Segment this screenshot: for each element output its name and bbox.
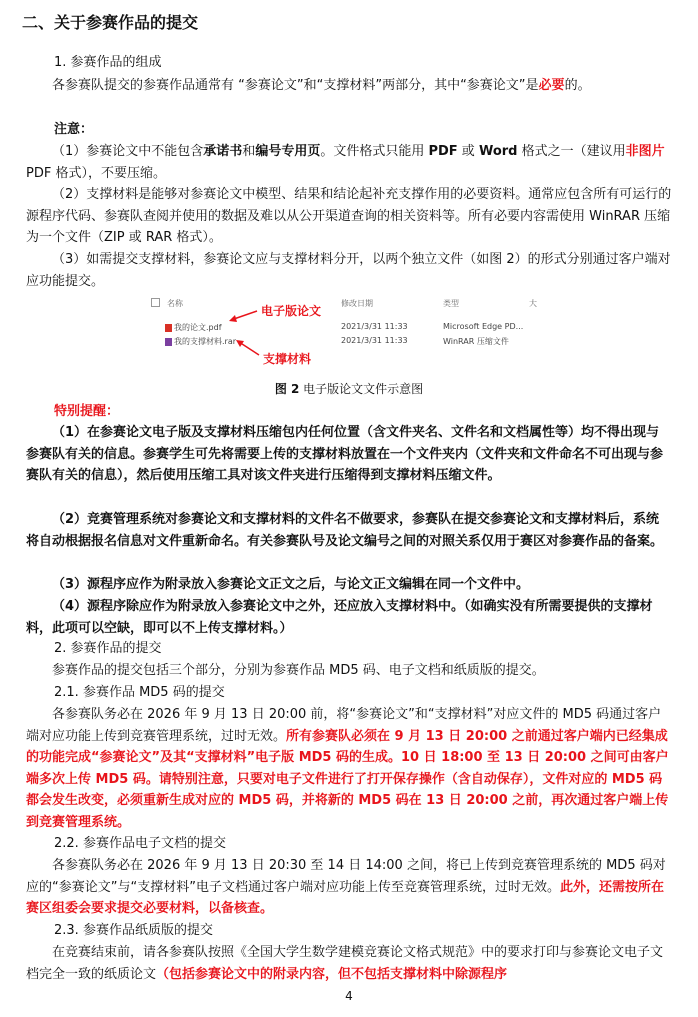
s23-heading: 2.3. 参赛作品纸质版的提交 xyxy=(54,923,213,938)
s1-intro-required: 必要 xyxy=(538,78,565,93)
s1-intro-paragraph xyxy=(26,75,672,97)
column-name: 名称 xyxy=(167,299,183,308)
figure-caption xyxy=(0,380,698,397)
s22-paragraph xyxy=(26,855,672,920)
page-number: 4 xyxy=(345,989,353,1003)
file-name: 我的支撑材料.rar xyxy=(174,337,237,346)
s22-warning: 此外，还需按所在赛区组委会要求提交必要材料，以备核查。 xyxy=(26,879,664,916)
callout-support: 支撑材料 xyxy=(263,352,312,366)
note-1-word: Word xyxy=(478,144,518,159)
reminder-3: （3）源程序应作为附录放入参赛论文正文之后，与论文正文编辑在同一个文件中。 xyxy=(52,577,530,592)
note-1-text-d: 。文件格式只能用 xyxy=(320,144,429,159)
s21-text: 各参赛队务必在 2026 年 9 月 13 日 20:00 前，将“参赛论文”和“支撑材料”对应文件的 MD5 码通过客户端对应功能上传到竞赛管理系统，过时无效。 xyxy=(26,707,662,744)
note-1-non-image: 非图片 xyxy=(625,144,665,159)
s21-warning: 所有参赛队必须在 9 月 13 日 20:00 之前通过客户端内已经集成的功能完成“参赛论文”及其“支撑材料”电子版 MD5 码的生成。10 日 18:00 至 13 日 20:00 之间可由客户端多次上传 MD5 码。请特别注意，只要对电子文件进行了打开保存操作（含自动保存），文件对应的 MD5 码都会发生改变，必须重新生成对应的 MD5 码，并将新的 MD5 码在 13 日 20:00 之前，再次通过客户端上传到竞赛管理系统。 xyxy=(26,728,669,830)
callout-paper: 电子版论文 xyxy=(261,304,322,318)
note-1-text-f: 格式之一（建议用 xyxy=(517,144,626,159)
note-label: 注意： xyxy=(54,122,94,137)
note-2: （2）支撑材料是能够对参赛论文中模型、结果和结论起补充支撑作用的必要资料。通常应包含所有可运行的源程序代码、参赛队查阅并使用的数据及难以从公开渠道查询的相关资料等。所有必要内容需使用 WinRAR 压缩为一个文件（ZIP 或 RAR 格式）。 xyxy=(26,187,672,245)
note-1-text-g: PDF 格式），不要压缩。 xyxy=(26,165,166,181)
s23-warning: （包括参赛论文中的附录内容，但不包括支撑材料中除源程序 xyxy=(156,966,508,982)
figure-caption-number: 图 2 xyxy=(274,382,300,396)
note-1-commitment: 承诺书 xyxy=(203,144,243,159)
file-explorer-figure xyxy=(147,294,547,366)
figure-caption-text: 电子版论文文件示意图 xyxy=(299,382,424,396)
column-type: 类型 xyxy=(443,299,459,308)
section-title: 二、关于参赛作品的提交 xyxy=(22,13,199,32)
s23-text: 在竞赛结束前，请各参赛队按照《全国大学生数学建模竞赛论文格式规范》中的要求打印与参赛论文电子文档完全一致的纸质论文 xyxy=(26,945,664,982)
note-1-pdf: PDF xyxy=(428,144,458,159)
s1-heading: 1. 参赛作品的组成 xyxy=(54,55,162,70)
s2-intro: 参赛作品的提交包括三个部分，分别为参赛作品 MD5 码、电子文档和纸质版的提交。 xyxy=(52,663,545,678)
s21-heading: 2.1. 参赛作品 MD5 码的提交 xyxy=(54,685,225,700)
s2-heading: 2. 参赛作品的提交 xyxy=(54,641,162,656)
s22-text: 各参赛队务必在 2026 年 9 月 13 日 20:30 至 14 日 14:00 之间，将已上传到竞赛管理系统的 MD5 码对应的“参赛论文”与“支撑材料”电子文档通过客户端对应功能上传至竞赛管理系统，过时无效。 xyxy=(26,858,666,895)
column-date: 修改日期 xyxy=(341,299,373,308)
file-date: 2021/3/31 11:33 xyxy=(341,322,408,331)
note-3: （3）如需提交支撑材料，参赛论文应与支撑材料分开，以两个独立文件（如图 2）的形式分别通过客户端对应功能提交。 xyxy=(26,252,671,289)
s1-intro-text: 各参赛队提交的参赛作品通常有 “参赛论文”和“支撑材料”两部分，其中“参赛论文”是 xyxy=(52,78,539,93)
reminder-4: （4）源程序除应作为附录放入参赛论文中之外，还应放入支撑材料中。（如确实没有所需要提供的支撑材料，此项可以空缺，即可以不上传支撑材料。） xyxy=(26,599,653,636)
column-size: 大 xyxy=(529,299,537,308)
arrow-head-pdf xyxy=(229,315,237,322)
s23-paragraph xyxy=(26,942,672,985)
note-1 xyxy=(26,141,672,184)
note-1-text-a: （1）参赛论文中不能包含 xyxy=(52,144,204,159)
s22-heading: 2.2. 参赛作品电子文档的提交 xyxy=(54,836,226,851)
reminder-1: （1）在参赛论文电子版及支撑材料压缩包内任何位置（含文件夹名、文件名和文档属性等）均不得出现与参赛队有关的信息。参赛学生可先将需要上传的支撑材料放置在一个文件夹内（文件夹和文件命名不可出现与参赛队有关的信息），然后使用压缩工具对该文件夹进行压缩得到支撑材料压缩文件。 xyxy=(26,425,664,483)
note-1-text-c: 和 xyxy=(242,144,256,159)
file-type: WinRAR 压缩文件 xyxy=(443,337,509,346)
arrow-head-rar xyxy=(236,340,244,347)
note-1-numbered-page: 编号专用页 xyxy=(255,144,321,159)
file-date: 2021/3/31 11:33 xyxy=(341,336,408,345)
s21-paragraph xyxy=(26,704,672,833)
reminder-label: 特别提醒： xyxy=(54,404,120,419)
callout-arrows xyxy=(147,294,547,374)
reminder-2: （2）竞赛管理系统对参赛论文和支撑材料的文件名不做要求，参赛队在提交参赛论文和支撑材料后，系统将自动根据报名信息对文件重新命名。有关参赛队号及论文编号之间的对照关系仅用于赛区对参赛作品的备案。 xyxy=(26,512,664,549)
file-type: Microsoft Edge PD... xyxy=(443,322,524,331)
file-name: 我的论文.pdf xyxy=(174,323,222,332)
note-1-text-e: 或 xyxy=(457,144,479,159)
s1-intro-tail: 的。 xyxy=(564,78,591,93)
